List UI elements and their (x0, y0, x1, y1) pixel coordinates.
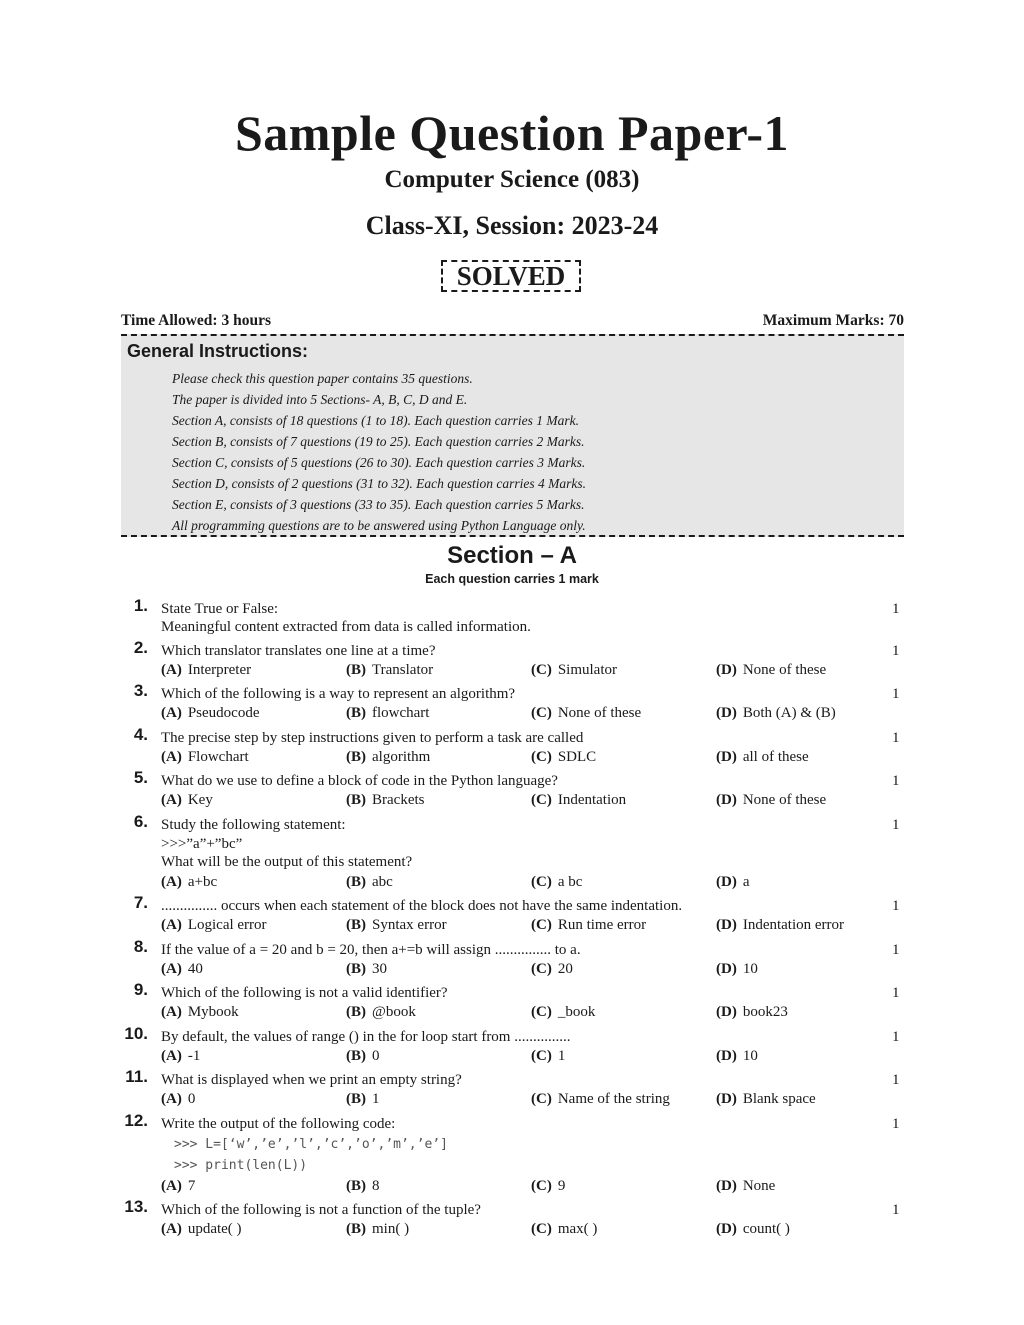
section-title: Section – A (447, 542, 577, 569)
option-b (346, 792, 424, 809)
question-number: 1. (133, 596, 148, 615)
option-label: (C) (531, 1091, 552, 1107)
question-mark: 1 (892, 985, 900, 1001)
option-text: Mybook (187, 1004, 239, 1020)
option-label: (C) (531, 1048, 552, 1064)
option-text: 10 (742, 1048, 758, 1064)
option-label: (D) (716, 1221, 737, 1237)
instruction-text: All programming questions are to be answered using Python Language only. (172, 518, 586, 533)
question-number: 10. (124, 1024, 148, 1043)
option-text: book23 (742, 1004, 788, 1020)
option-text: Run time error (557, 917, 647, 933)
question-mark: 1 (892, 1072, 900, 1088)
option-a (161, 662, 251, 679)
option-label: (C) (531, 961, 552, 977)
question-text: The precise step by step instructions given to perform a task are called (161, 730, 584, 746)
option-text: a bc (557, 874, 583, 890)
option-c (531, 662, 617, 679)
option-b (346, 749, 430, 766)
option-a (161, 1004, 239, 1021)
option-text: 40 (187, 961, 203, 977)
maximum-marks: Maximum Marks: 70 (762, 312, 904, 329)
instructions-heading: General Instructions: (127, 341, 309, 361)
option-label: (D) (716, 874, 737, 890)
option-label: (C) (531, 874, 552, 890)
option-text: 7 (187, 1178, 196, 1194)
option-label: (B) (346, 1048, 366, 1064)
option-label: (A) (161, 1091, 182, 1107)
question-number: 6. (133, 812, 148, 831)
option-a (161, 705, 259, 722)
question-text: State True or False: (161, 601, 279, 617)
option-label: (C) (531, 662, 552, 678)
question-text: Which of the following is a way to represent an algorithm? (161, 686, 516, 702)
question-text: By default, the values of range () in the for loop start from ............... (161, 1029, 571, 1045)
option-text: 20 (557, 961, 573, 977)
option-d (716, 1004, 788, 1021)
option-text: Blank space (742, 1091, 816, 1107)
question-subtext: What will be the output of this statement? (161, 854, 413, 870)
question-mark: 1 (892, 1202, 900, 1218)
option-text: Name of the string (557, 1091, 670, 1107)
option-a (161, 917, 267, 934)
option-text: Syntax error (372, 917, 447, 933)
option-b (346, 874, 393, 891)
question-text: If the value of a = 20 and b = 20, then a+=b will assign ............... to a. (161, 942, 581, 958)
option-b (346, 1091, 380, 1108)
option-label: (A) (161, 705, 182, 721)
option-text: None of these (557, 705, 642, 721)
option-b (346, 1221, 409, 1238)
question-statement: Meaningful content extracted from data is called information. (161, 619, 531, 635)
option-text: Key (187, 792, 213, 808)
option-text: Indentation (557, 792, 627, 808)
option-text: 10 (742, 961, 758, 977)
option-text: 1 (372, 1091, 380, 1107)
instruction-text: Section A, consists of 18 questions (1 to 18). Each question carries 1 Mark. (172, 413, 579, 428)
option-label: (C) (531, 1004, 552, 1020)
option-d (716, 961, 758, 978)
option-d (716, 874, 750, 891)
question-text: What is displayed when we print an empty string? (161, 1072, 462, 1088)
option-label: (A) (161, 961, 182, 977)
option-label: (B) (346, 961, 366, 977)
option-text: Both (A) & (B) (742, 705, 836, 721)
option-label: (A) (161, 917, 182, 933)
subject-title: Computer Science (083) (384, 166, 640, 193)
instruction-text: Section C, consists of 5 questions (26 to 30). Each question carries 3 Marks. (172, 455, 586, 470)
code-line: >>> L=[‘w’,’e’,’l’,’c’,’o’,’m’,’e’] (174, 1137, 448, 1152)
option-d (716, 1048, 758, 1065)
option-a (161, 1178, 195, 1195)
option-b (346, 662, 433, 679)
code-line: >>> print(len(L)) (174, 1158, 308, 1173)
question-number: 13. (124, 1197, 148, 1216)
question-mark: 1 (892, 817, 900, 833)
option-label: (D) (716, 1048, 737, 1064)
option-label: (D) (716, 792, 737, 808)
option-text: Indentation error (742, 917, 845, 933)
option-label: (D) (716, 662, 737, 678)
option-c (531, 792, 626, 809)
option-label: (C) (531, 917, 552, 933)
paper-title: Sample Question Paper-1 (234, 105, 790, 161)
question-mark: 1 (892, 773, 900, 789)
option-d (716, 1178, 775, 1195)
question-text: ............... occurs when each statement of the block does not have the same indentation. (161, 898, 683, 914)
question-text: What do we use to define a block of code in the Python language? (161, 773, 558, 789)
option-label: (A) (161, 1178, 182, 1194)
instruction-text: Please check this question paper contains 35 questions. (172, 371, 473, 386)
option-text: None (742, 1178, 776, 1194)
question-text: Study the following statement: (161, 817, 346, 833)
option-c (531, 1004, 595, 1021)
option-a (161, 874, 217, 891)
option-label: (A) (161, 1221, 182, 1237)
option-d (716, 917, 844, 934)
option-text: SDLC (557, 749, 597, 765)
question-text: Write the output of the following code: (161, 1116, 396, 1132)
option-d (716, 749, 809, 766)
option-a (161, 1048, 200, 1065)
option-label: (D) (716, 1091, 737, 1107)
option-label: (C) (531, 1178, 552, 1194)
question-mark: 1 (892, 643, 900, 659)
option-c (531, 1178, 565, 1195)
option-label: (D) (716, 749, 737, 765)
option-label: (B) (346, 792, 366, 808)
option-text: Simulator (557, 662, 617, 678)
question-mark: 1 (892, 1116, 900, 1132)
option-a (161, 961, 203, 978)
question-number: 7. (133, 893, 148, 912)
option-c (531, 1091, 670, 1108)
option-b (346, 1048, 380, 1065)
option-label: (D) (716, 917, 737, 933)
option-label: (A) (161, 662, 182, 678)
time-allowed: Time Allowed: 3 hours (121, 312, 271, 329)
option-c (531, 1221, 597, 1238)
option-a (161, 792, 213, 809)
option-label: (D) (716, 705, 737, 721)
option-c (531, 749, 596, 766)
option-label: (B) (346, 1221, 366, 1237)
option-text: None of these (742, 662, 827, 678)
option-text: Pseudocode (187, 705, 260, 721)
option-text: update( ) (187, 1221, 242, 1237)
option-label: (B) (346, 1004, 366, 1020)
option-label: (B) (346, 917, 366, 933)
option-d (716, 705, 836, 722)
option-text: Translator (372, 662, 434, 678)
option-b (346, 917, 447, 934)
question-number: 11. (125, 1067, 148, 1086)
option-text: @book (372, 1004, 416, 1020)
option-text: a (742, 874, 750, 890)
question-mark: 1 (892, 601, 900, 617)
option-label: (C) (531, 792, 552, 808)
solved-stamp: SOLVED (441, 260, 581, 292)
instruction-text: Section B, consists of 7 questions (19 to 25). Each question carries 2 Marks. (172, 434, 585, 449)
question-mark: 1 (892, 1029, 900, 1045)
question-text: Which of the following is not a function of the tuple? (161, 1202, 481, 1218)
option-label: (C) (531, 1221, 552, 1237)
option-text: _book (557, 1004, 596, 1020)
option-text: None of these (742, 792, 827, 808)
question-statement: >>>”a”+”bc” (161, 836, 243, 852)
instruction-text: The paper is divided into 5 Sections- A, B, C, D and E. (172, 392, 468, 407)
question-number: 3. (133, 681, 148, 700)
question-number: 9. (133, 980, 148, 999)
option-b (346, 1178, 380, 1195)
option-label: (C) (531, 749, 552, 765)
option-label: (D) (716, 961, 737, 977)
option-label: (B) (346, 662, 366, 678)
option-label: (B) (346, 874, 366, 890)
option-label: (C) (531, 705, 552, 721)
option-label: (B) (346, 1178, 366, 1194)
option-text: Brackets (372, 792, 425, 808)
option-label: (D) (716, 1178, 737, 1194)
class-session: Class-XI, Session: 2023-24 (365, 211, 659, 240)
question-number: 4. (133, 725, 148, 744)
option-text: 0 (187, 1091, 196, 1107)
option-label: (A) (161, 792, 182, 808)
option-d (716, 662, 826, 679)
option-text: count( ) (742, 1221, 790, 1237)
option-label: (B) (346, 705, 366, 721)
instruction-text: Section D, consists of 2 questions (31 to 32). Each question carries 4 Marks. (172, 476, 586, 491)
option-text: 0 (372, 1048, 380, 1064)
question-number: 5. (133, 768, 148, 787)
question-mark: 1 (892, 942, 900, 958)
option-text: flowchart (372, 705, 430, 721)
question-mark: 1 (892, 898, 900, 914)
option-d (716, 1221, 790, 1238)
option-c (531, 961, 573, 978)
question-number: 8. (133, 937, 148, 956)
question-text: Which translator translates one line at a time? (161, 643, 436, 659)
option-text: 9 (557, 1178, 566, 1194)
option-b (346, 1004, 416, 1021)
option-text: Interpreter (187, 662, 252, 678)
option-text: min( ) (372, 1221, 410, 1237)
option-c (531, 705, 641, 722)
option-label: (A) (161, 749, 182, 765)
option-text: -1 (187, 1048, 201, 1064)
option-d (716, 792, 826, 809)
option-text: all of these (742, 749, 809, 765)
instruction-text: Section E, consists of 3 questions (33 to 35). Each question carries 5 Marks. (172, 497, 585, 512)
option-text: Logical error (187, 917, 267, 933)
option-c (531, 917, 646, 934)
general-instructions-box (121, 334, 904, 537)
option-b (346, 705, 429, 722)
option-text: 30 (372, 961, 387, 977)
option-label: (A) (161, 874, 182, 890)
section-subtitle: Each question carries 1 mark (425, 572, 599, 586)
question-number: 2. (133, 638, 148, 657)
option-label: (A) (161, 1004, 182, 1020)
option-text: algorithm (372, 749, 431, 765)
option-a (161, 749, 249, 766)
option-a (161, 1091, 195, 1108)
question-mark: 1 (892, 686, 900, 702)
option-d (716, 1091, 816, 1108)
option-label: (D) (716, 1004, 737, 1020)
option-a (161, 1221, 242, 1238)
question-text: Which of the following is not a valid identifier? (161, 985, 448, 1001)
option-label: (A) (161, 1048, 182, 1064)
question-mark: 1 (892, 730, 900, 746)
option-label: (B) (346, 1091, 366, 1107)
option-label: (B) (346, 749, 366, 765)
option-text: a+bc (187, 874, 218, 890)
option-text: 1 (557, 1048, 566, 1064)
option-text: Flowchart (187, 749, 249, 765)
option-text: abc (372, 874, 393, 890)
option-b (346, 961, 387, 978)
option-c (531, 874, 582, 891)
option-c (531, 1048, 565, 1065)
option-text: max( ) (557, 1221, 598, 1237)
option-text: 8 (372, 1178, 380, 1194)
question-number: 12. (124, 1111, 148, 1130)
